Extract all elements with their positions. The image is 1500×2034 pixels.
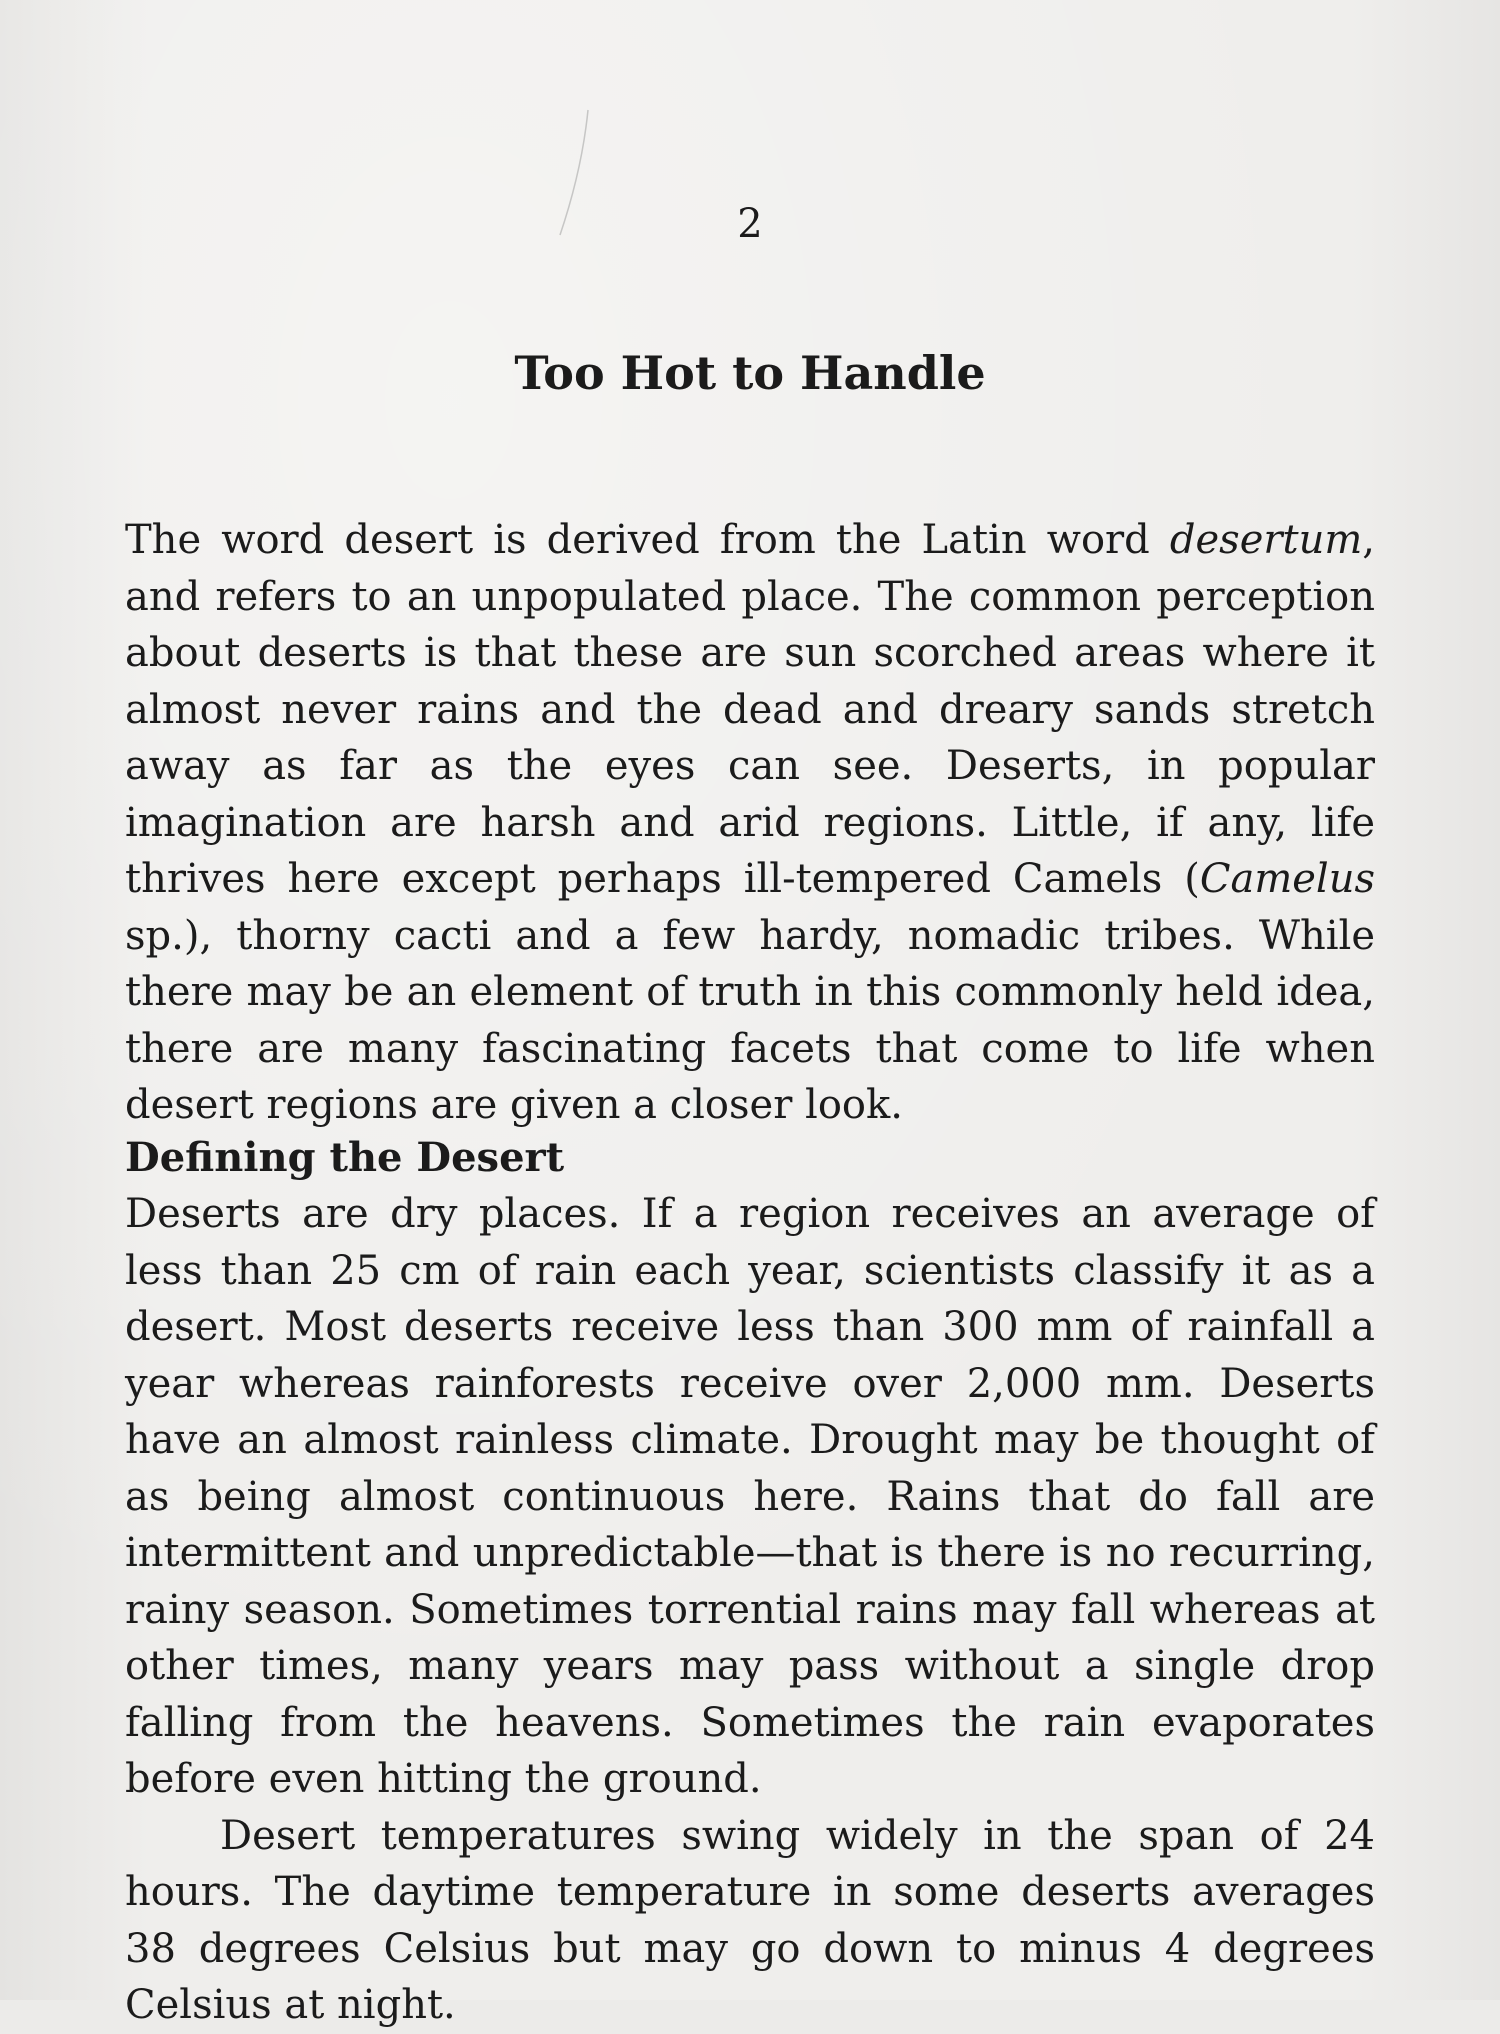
page-number: 2 <box>737 201 763 247</box>
intro-text-end: sp.), thorny cacti and a few hardy, nomadic tribes. While there may be an element of truth in this commonly held idea, there are many fascinating facets that come to life when desert regions are given a closer look. <box>125 912 1375 1128</box>
section-paragraph-1: Deserts are dry places. If a region receives an average of less than 25 cm of rain each year, scientists classify it as a desert. Most deserts receive less than 300 mm of rainfall a year whereas rainforests receive over 2,000 mm. Deserts have an almost rainless climate. Drought may be thought of as being almost continuous here. Rains that do fall are intermittent and unpredictable—that is there is no recurring, rainy season. Sometimes torrential rains may fall whereas at other times, many years may pass without a single drop falling from the heavens. Sometimes the rain evaporates before even hitting the ground. <box>125 1191 1375 1802</box>
section-paragraph-2: Desert temperatures swing widely in the span of 24 hours. The daytime temperature in some deserts averages 38 degrees Celsius but may go down to minus 4 degrees Celsius at night. <box>125 1812 1375 2028</box>
intro-text-middle: , and refers to an unpopulated place. The common perception about deserts is that these are sun scorched areas where it almost never rains and the dead and dreary sands stretch away as far as the eyes can see. Deserts, in popular imagination are harsh and arid regions. Little, if any, life thrives here except perhaps ill-tempered Camels ( <box>125 517 1375 902</box>
latin-term: desertum <box>1169 517 1363 563</box>
species-name: Camelus <box>1199 856 1375 902</box>
section-heading: Defining the Desert <box>125 1134 565 1181</box>
chapter-title: Too Hot to Handle <box>514 346 986 400</box>
intro-text-start: The word desert is derived from the Latin word <box>125 517 1170 563</box>
intro-paragraph <box>125 512 1375 1134</box>
defining-desert-section <box>125 1130 1375 2034</box>
